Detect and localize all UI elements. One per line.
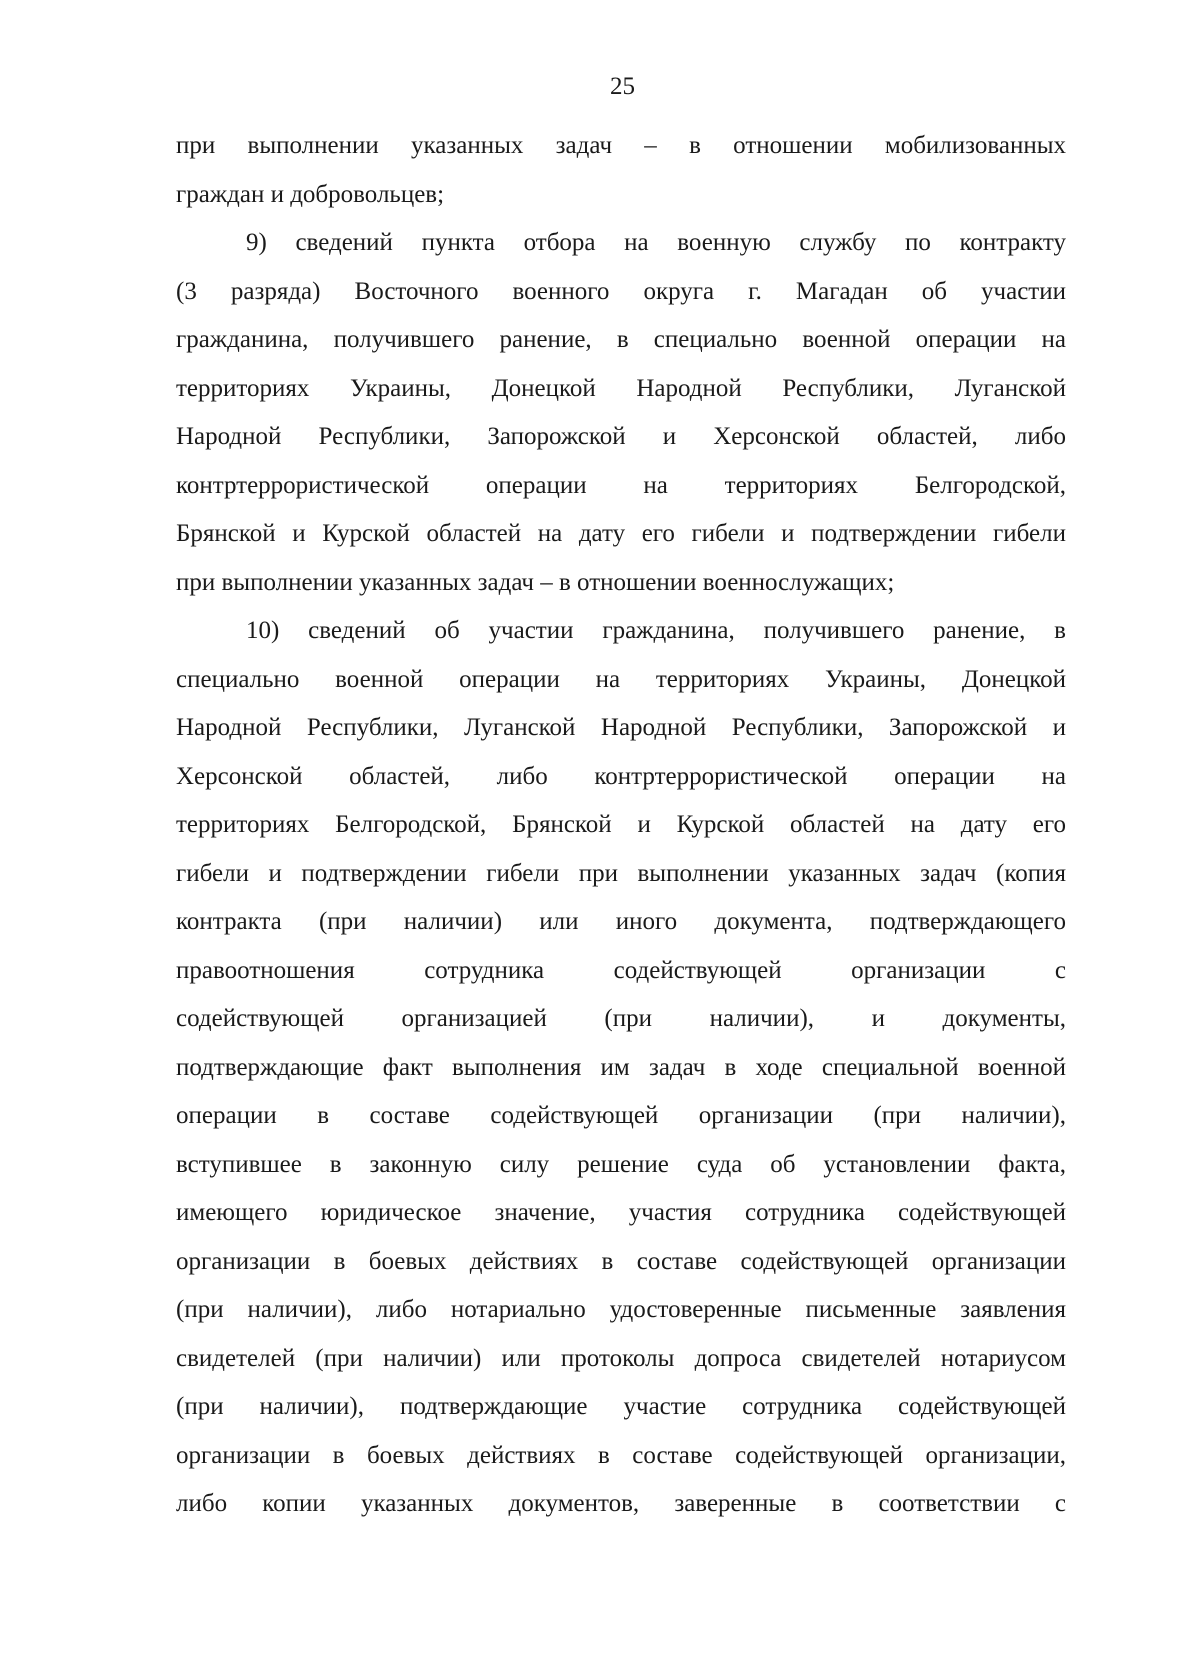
text-line: специально военной операции на территориях Украины, Донецкой (176, 665, 1066, 693)
text-line: контракта (при наличии) или иного документа, подтверждающего (176, 908, 1066, 935)
text-line: при выполнении указанных задач – в отношении военнослужащих; (176, 568, 895, 596)
text-line: граждан и добровольцев; (176, 180, 445, 208)
text-line: (при наличии), подтверждающие участие сотрудника содействующей (176, 1393, 1066, 1420)
text-line: Херсонской областей, либо контртеррористической операции на (176, 762, 1066, 790)
text-line: Народной Республики, Луганской Народной Республики, Запорожской и (176, 714, 1066, 741)
text-line: (при наличии), либо нотариально удостоверенные письменные заявления (176, 1296, 1066, 1323)
text-line: гражданина, получившего ранение, в специально военной операции на (176, 326, 1066, 353)
text-line: Народной Республики, Запорожской и Херсонской областей, либо (176, 423, 1066, 450)
text-line: при выполнении указанных задач – в отношении мобилизованных (176, 132, 1066, 159)
page-number: 25 (610, 73, 635, 100)
text-line: территориях Украины, Донецкой Народной Республики, Луганской (176, 374, 1066, 402)
text-line: организации в боевых действиях в составе содействующей организации, (176, 1441, 1066, 1469)
text-line: операции в составе содействующей организации (при наличии), (176, 1102, 1066, 1129)
text-line: Брянской и Курской областей на дату его гибели и подтверждении гибели (176, 520, 1066, 547)
text-line: (3 разряда) Восточного военного округа г. Магадан об участии (176, 277, 1066, 305)
text-line: содействующей организацией (при наличии), и документы, (176, 1005, 1066, 1032)
text-line: имеющего юридическое значение, участия сотрудника содействующей (176, 1199, 1066, 1226)
text-line: вступившее в законную силу решение суда об установлении факта, (176, 1150, 1066, 1178)
text-line: контртеррористической операции на территориях Белгородской, (176, 471, 1066, 499)
text-line: 9) сведений пункта отбора на военную службу по контракту (246, 229, 1066, 256)
text-line: свидетелей (при наличии) или протоколы допроса свидетелей нотариусом (176, 1344, 1066, 1372)
document-body (176, 122, 1066, 1529)
text-line: гибели и подтверждении гибели при выполнении указанных задач (копия (176, 859, 1066, 887)
text-line: территориях Белгородской, Брянской и Курской областей на дату его (176, 811, 1066, 838)
text-line: правоотношения сотрудника содействующей организации с (176, 956, 1066, 984)
text-line: либо копии указанных документов, заверенные в соответствии с (176, 1490, 1066, 1517)
text-line: 10) сведений об участии гражданина, получившего ранение, в (246, 617, 1066, 644)
text-line: организации в боевых действиях в составе содействующей организации (176, 1247, 1066, 1275)
text-line: подтверждающие факт выполнения им задач в ходе специальной военной (176, 1053, 1066, 1081)
